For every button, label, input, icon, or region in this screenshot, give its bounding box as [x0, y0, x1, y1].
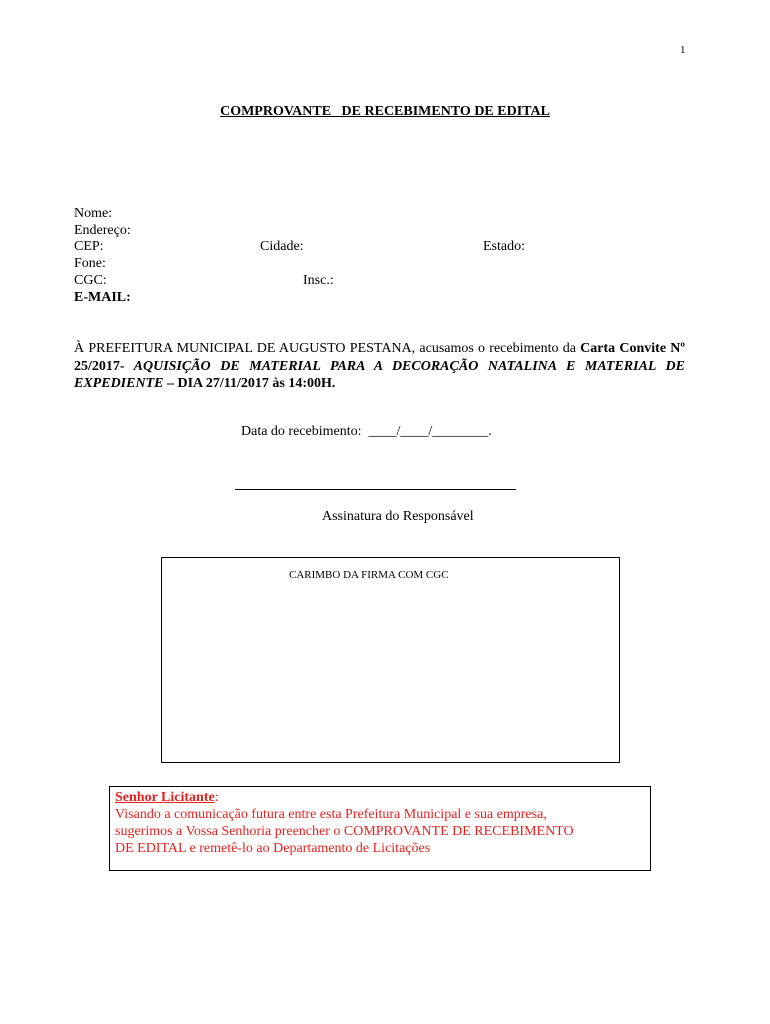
notice-heading-line — [115, 789, 645, 806]
notice — [115, 789, 645, 857]
stamp-label: CARIMBO DA FIRMA COM CGC — [289, 569, 449, 581]
field-insc: Insc.: — [303, 273, 334, 288]
data-hora: – DIA 27/11/2017 às 14:00H. — [163, 376, 336, 391]
carta-convite: Carta Convite Nº 25/2017- — [74, 341, 685, 374]
field-estado: Estado: — [483, 239, 525, 254]
field-cidade: Cidade: — [260, 239, 304, 254]
notice-colon: : — [214, 790, 219, 805]
field-email: E-MAIL: — [74, 290, 131, 305]
intro-paragraph — [74, 340, 685, 393]
notice-heading: Senhor Licitante — [115, 790, 215, 805]
stamp-box — [161, 557, 620, 763]
field-fone: Fone: — [74, 256, 106, 271]
page-title: COMPROVANTE DE RECEBIMENTO DE EDITAL — [220, 104, 550, 119]
page-number: 1 — [680, 44, 686, 56]
signature-line — [235, 489, 516, 490]
field-endereco: Endereço: — [74, 223, 131, 238]
notice-line-1: Visando a comunicação futura entre esta Prefeitura Municipal e sua empresa, — [115, 807, 547, 822]
notice-line-3: DE EDITAL e remetê-lo ao Departamento de Licitações — [115, 841, 431, 856]
signature-caption: Assinatura do Responsável — [322, 509, 474, 524]
field-cep: CEP: — [74, 239, 104, 254]
objeto: AQUISIÇÃO DE MATERIAL PARA A DECORAÇÃO NATALINA E MATERIAL DE EXPEDIENTE — [74, 358, 685, 391]
intro-text: À PREFEITURA MUNICIPAL DE AUGUSTO PESTANA, acusamos o recebimento da — [74, 341, 581, 356]
field-cgc: CGC: — [74, 273, 107, 288]
field-nome: Nome: — [74, 206, 113, 221]
notice-line-2: sugerimos a Vossa Senhoria preencher o COMPROVANTE DE RECEBIMENTO — [115, 824, 574, 839]
receipt-date: Data do recebimento: ____/____/________. — [241, 424, 492, 439]
